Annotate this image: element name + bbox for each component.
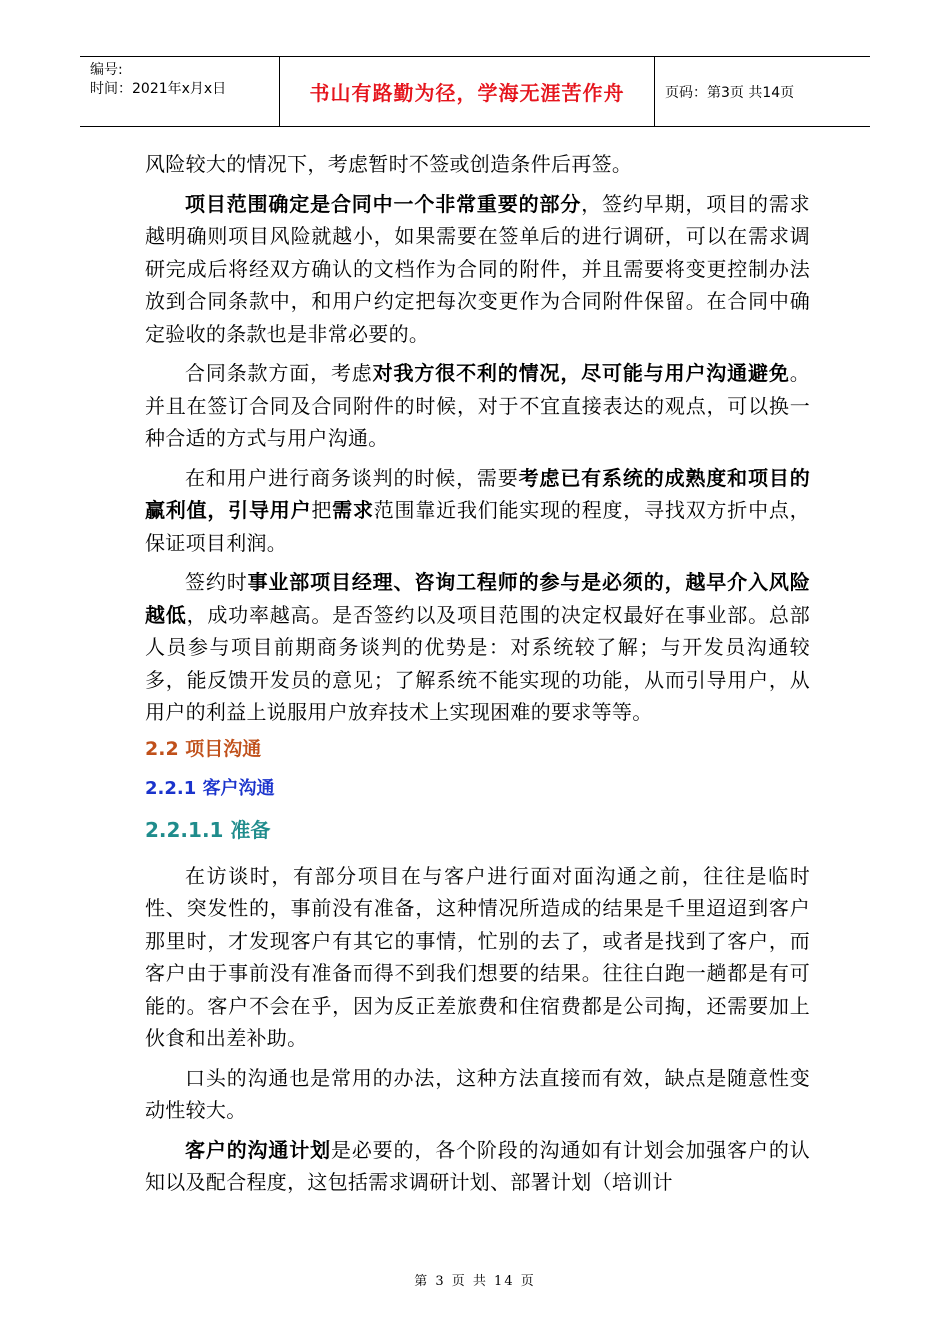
paragraph: 口头的沟通也是常用的办法，这种方法直接而有效，缺点是随意性变动性较大。 [145, 1065, 810, 1122]
paragraph: 在和用户进行商务谈判的时候，需要考虑已有系统的成熟度和项目的赢利值，引导用户把需求范围靠近我们能实现的程度，寻找双方折中点，保证项目利润。 [145, 465, 810, 555]
emphasis-text: 需求 [332, 498, 374, 522]
document-body [145, 148, 810, 1206]
document-time-label: 时间：2021年x月x日 [90, 81, 227, 97]
emphasis-text: 对我方很不利的情况，尽可能与用户沟通避免 [372, 361, 790, 385]
page-header [80, 56, 870, 127]
document-number-label: 编号: [90, 62, 123, 78]
header-meta-cell [80, 57, 280, 126]
emphasis-text: 考虑已有系统的成熟度和项目的赢利值，引导用户 [145, 465, 810, 522]
paragraph: 签约时事业部项目经理、咨询工程师的参与是必须的，越早介入风险越低，成功率越高。是否签约以及项目范围的决定权最好在事业部。总部人员参与项目前期商务谈判的优势是：对系统较了解；与开发员沟通较多，能反馈开发员的意见；了解系统不能实现的功能，从而引导用户，从用户的利益上说服用户放弃技术上实现困难的要求等等。 [145, 570, 810, 724]
emphasis-text: 客户的沟通计划 [185, 1137, 331, 1162]
subsubsection-heading: 2.2.1.1 准备 [145, 817, 271, 842]
paragraph: 在访谈时，有部分项目在与客户进行面对面沟通之前，往往是临时性、突发性的，事前没有准备，这种情况所造成的结果是千里迢迢到客户那里时，才发现客户有其它的事情，忙别的去了，或者是找到了客户，而客户由于事前没有准备而得不到我们想要的结果。往往白跑一趟都是有可能的。客户不会在乎，因为反正差旅费和住宿费都是公司掏，还需要加上伙食和出差补助。 [145, 863, 810, 1050]
paragraph: 项目范围确定是合同中一个非常重要的部分，签约早期，项目的需求越明确则项目风险就越小，如果需要在签单后的进行调研，可以在需求调研完成后将经双方确认的文档作为合同的附件，并且需要将变更控制办法放到合同条款中，和用户约定把每次变更作为合同附件保留。在合同中确定验收的条款也是非常必要的。 [145, 191, 810, 346]
section-heading: 2.2 项目沟通 [145, 737, 262, 760]
page-footer: 第 3 页 共 14 页 [414, 1274, 536, 1289]
paragraph: 风险较大的情况下，考虑暂时不签或创造条件后再签。 [145, 152, 633, 176]
paragraph: 合同条款方面，考虑对我方很不利的情况，尽可能与用户沟通避免。并且在签订合同及合同附件的时候，对于不宜直接表达的观点，可以换一种合适的方式与用户沟通。 [145, 361, 811, 450]
header-motto: 书山有路勤为径，学海无涯苦作舟 [280, 57, 655, 126]
subsection-heading: 2.2.1 客户沟通 [145, 777, 275, 799]
emphasis-text: 项目范围确定是合同中一个非常重要的部分 [185, 191, 582, 216]
emphasis-text: 事业部项目经理、咨询工程师的参与是必须的，越早介入风险越低 [145, 570, 810, 627]
header-page-info: 页码：第3页 共14页 [665, 84, 795, 101]
paragraph: 客户的沟通计划是必要的，各个阶段的沟通如有计划会加强客户的认知以及配合程度，这包括需求调研计划、部署计划（培训计 [145, 1137, 810, 1194]
